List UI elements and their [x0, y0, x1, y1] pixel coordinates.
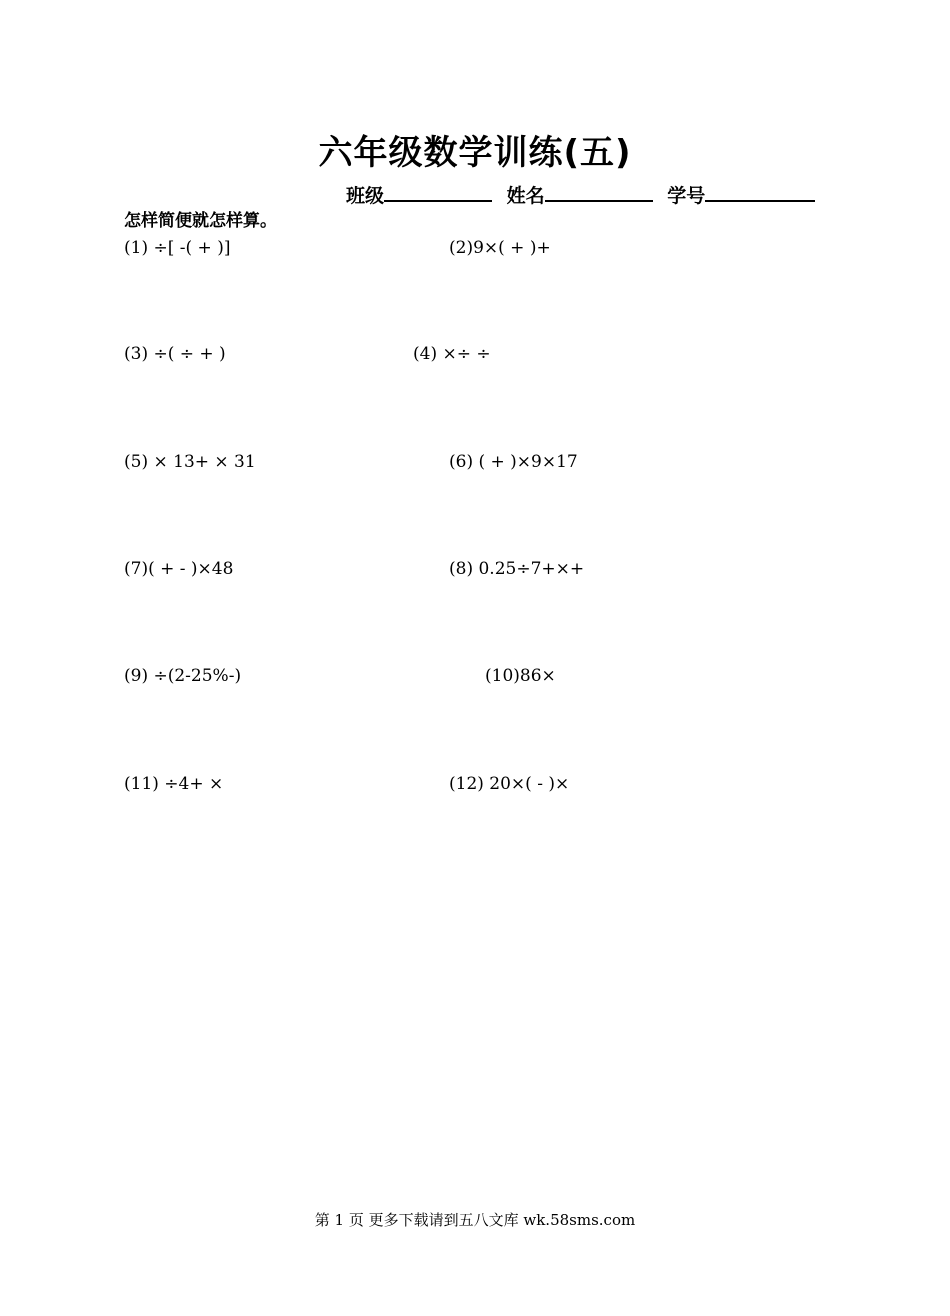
page-footer: 第 1 页 更多下载请到五八文库 wk.58sms.com	[314, 1211, 636, 1229]
problem-12: (12) 20×( - )×	[449, 774, 570, 794]
class-blank	[384, 180, 492, 202]
problem-4: (4) ×÷ ÷	[413, 344, 491, 364]
problem-7: (7)( + - )×48	[124, 559, 234, 579]
problem-2: (2)9×( + )+	[449, 238, 551, 258]
problem-8: (8) 0.25÷7+×+	[449, 559, 585, 579]
name-label: 姓名	[506, 185, 545, 207]
name-blank	[545, 180, 653, 202]
page-title: 六年级数学训练(五)	[318, 133, 632, 173]
number-blank	[705, 180, 815, 202]
problem-5: (5) × 13+ × 31	[124, 452, 256, 472]
problem-11: (11) ÷4+ ×	[124, 774, 224, 794]
problem-3: (3) ÷( ÷ + )	[124, 344, 226, 364]
number-label: 学号	[667, 185, 706, 207]
class-label: 班级	[346, 185, 385, 207]
problem-6: (6) ( + )×9×17	[449, 452, 578, 472]
problem-9: (9) ÷(2-25%-)	[124, 666, 242, 686]
student-info-line	[346, 180, 815, 210]
problem-10: (10)86×	[485, 666, 556, 686]
problem-1: (1) ÷[ -( + )]	[124, 238, 231, 258]
instruction: 怎样简便就怎样算。	[124, 211, 277, 231]
